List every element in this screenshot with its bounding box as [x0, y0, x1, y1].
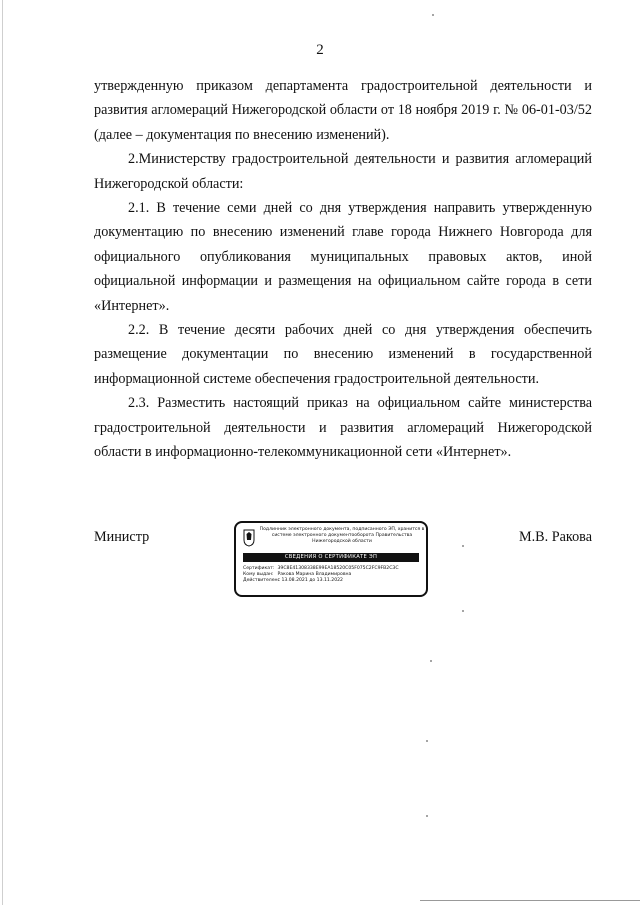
stamp-caption: Подлинник электронного документа, подписанного ЭП, хранится в системе электронного документооборота Правительства Нижегородской области — [259, 527, 425, 544]
paragraph-item-2-2: 2.2. В течение десяти рабочих дней со дня утверждения обеспечить размещение документации по внесению изменений в государственной информационной системе обеспечения градостроительной деятельности. — [94, 322, 592, 387]
scan-speck — [426, 815, 428, 817]
certificate-label: Сертификат: — [243, 566, 275, 571]
page-number: 2 — [316, 42, 324, 58]
electronic-signature-stamp — [234, 521, 428, 597]
stamp-details — [243, 566, 423, 585]
scan-speck — [462, 610, 464, 612]
issued-to-value: Ракова Марина Владимировна — [277, 572, 352, 578]
paragraph-item-2-1: 2.1. В течение семи дней со дня утверждения направить утвержденную документацию по внесению изменений главе города Нижнего Новгорода для официального опубликования муниципальных правовых актов, иной официальной информации и размещения на официальном сайте города в сети «Интернет». — [94, 200, 592, 314]
paragraph-item-2-3: 2.3. Разместить настоящий приказ на официальном сайте министерства градостроительной деятельности и развития агломераций Нижегородской области в информационно-телекоммуникационной сети «Интернет». — [94, 395, 592, 461]
validity-label: Действителен: — [243, 578, 280, 584]
scan-speck — [432, 14, 434, 16]
paragraph-item-2: 2.Министерству градостроительной деятельности и развития агломераций Нижегородской области: — [94, 151, 592, 192]
scan-margin-edge — [2, 0, 3, 905]
scan-speck — [462, 545, 464, 547]
scan-speck — [426, 740, 428, 742]
certificate-value: 39C8E41308338E99EA18520C05F075C2FC9FB2C3C — [277, 566, 399, 571]
stamp-header: СВЕДЕНИЯ О СЕРТИФИКАТЕ ЭП — [243, 553, 419, 562]
document-body — [94, 74, 592, 465]
validity-line — [243, 578, 423, 584]
signatory-name: М.В. Ракова — [519, 529, 592, 545]
scan-bottom-edge — [420, 900, 640, 901]
paragraph-continuation: утвержденную приказом департамента градостроительной деятельности и развития агломераций Нижегородской области от 18 ноября 2019 г. № 06-01-03/52 (далее – документация по внесению изменений). — [94, 78, 592, 143]
validity-value: с 13.08.2021 до 13.11.2022 — [277, 578, 343, 584]
signatory-position: Министр — [94, 529, 150, 545]
issued-to-label: Кому выдан: — [243, 572, 274, 578]
scan-speck — [430, 660, 432, 662]
coat-of-arms-icon — [243, 529, 255, 547]
signature-block — [94, 521, 592, 601]
